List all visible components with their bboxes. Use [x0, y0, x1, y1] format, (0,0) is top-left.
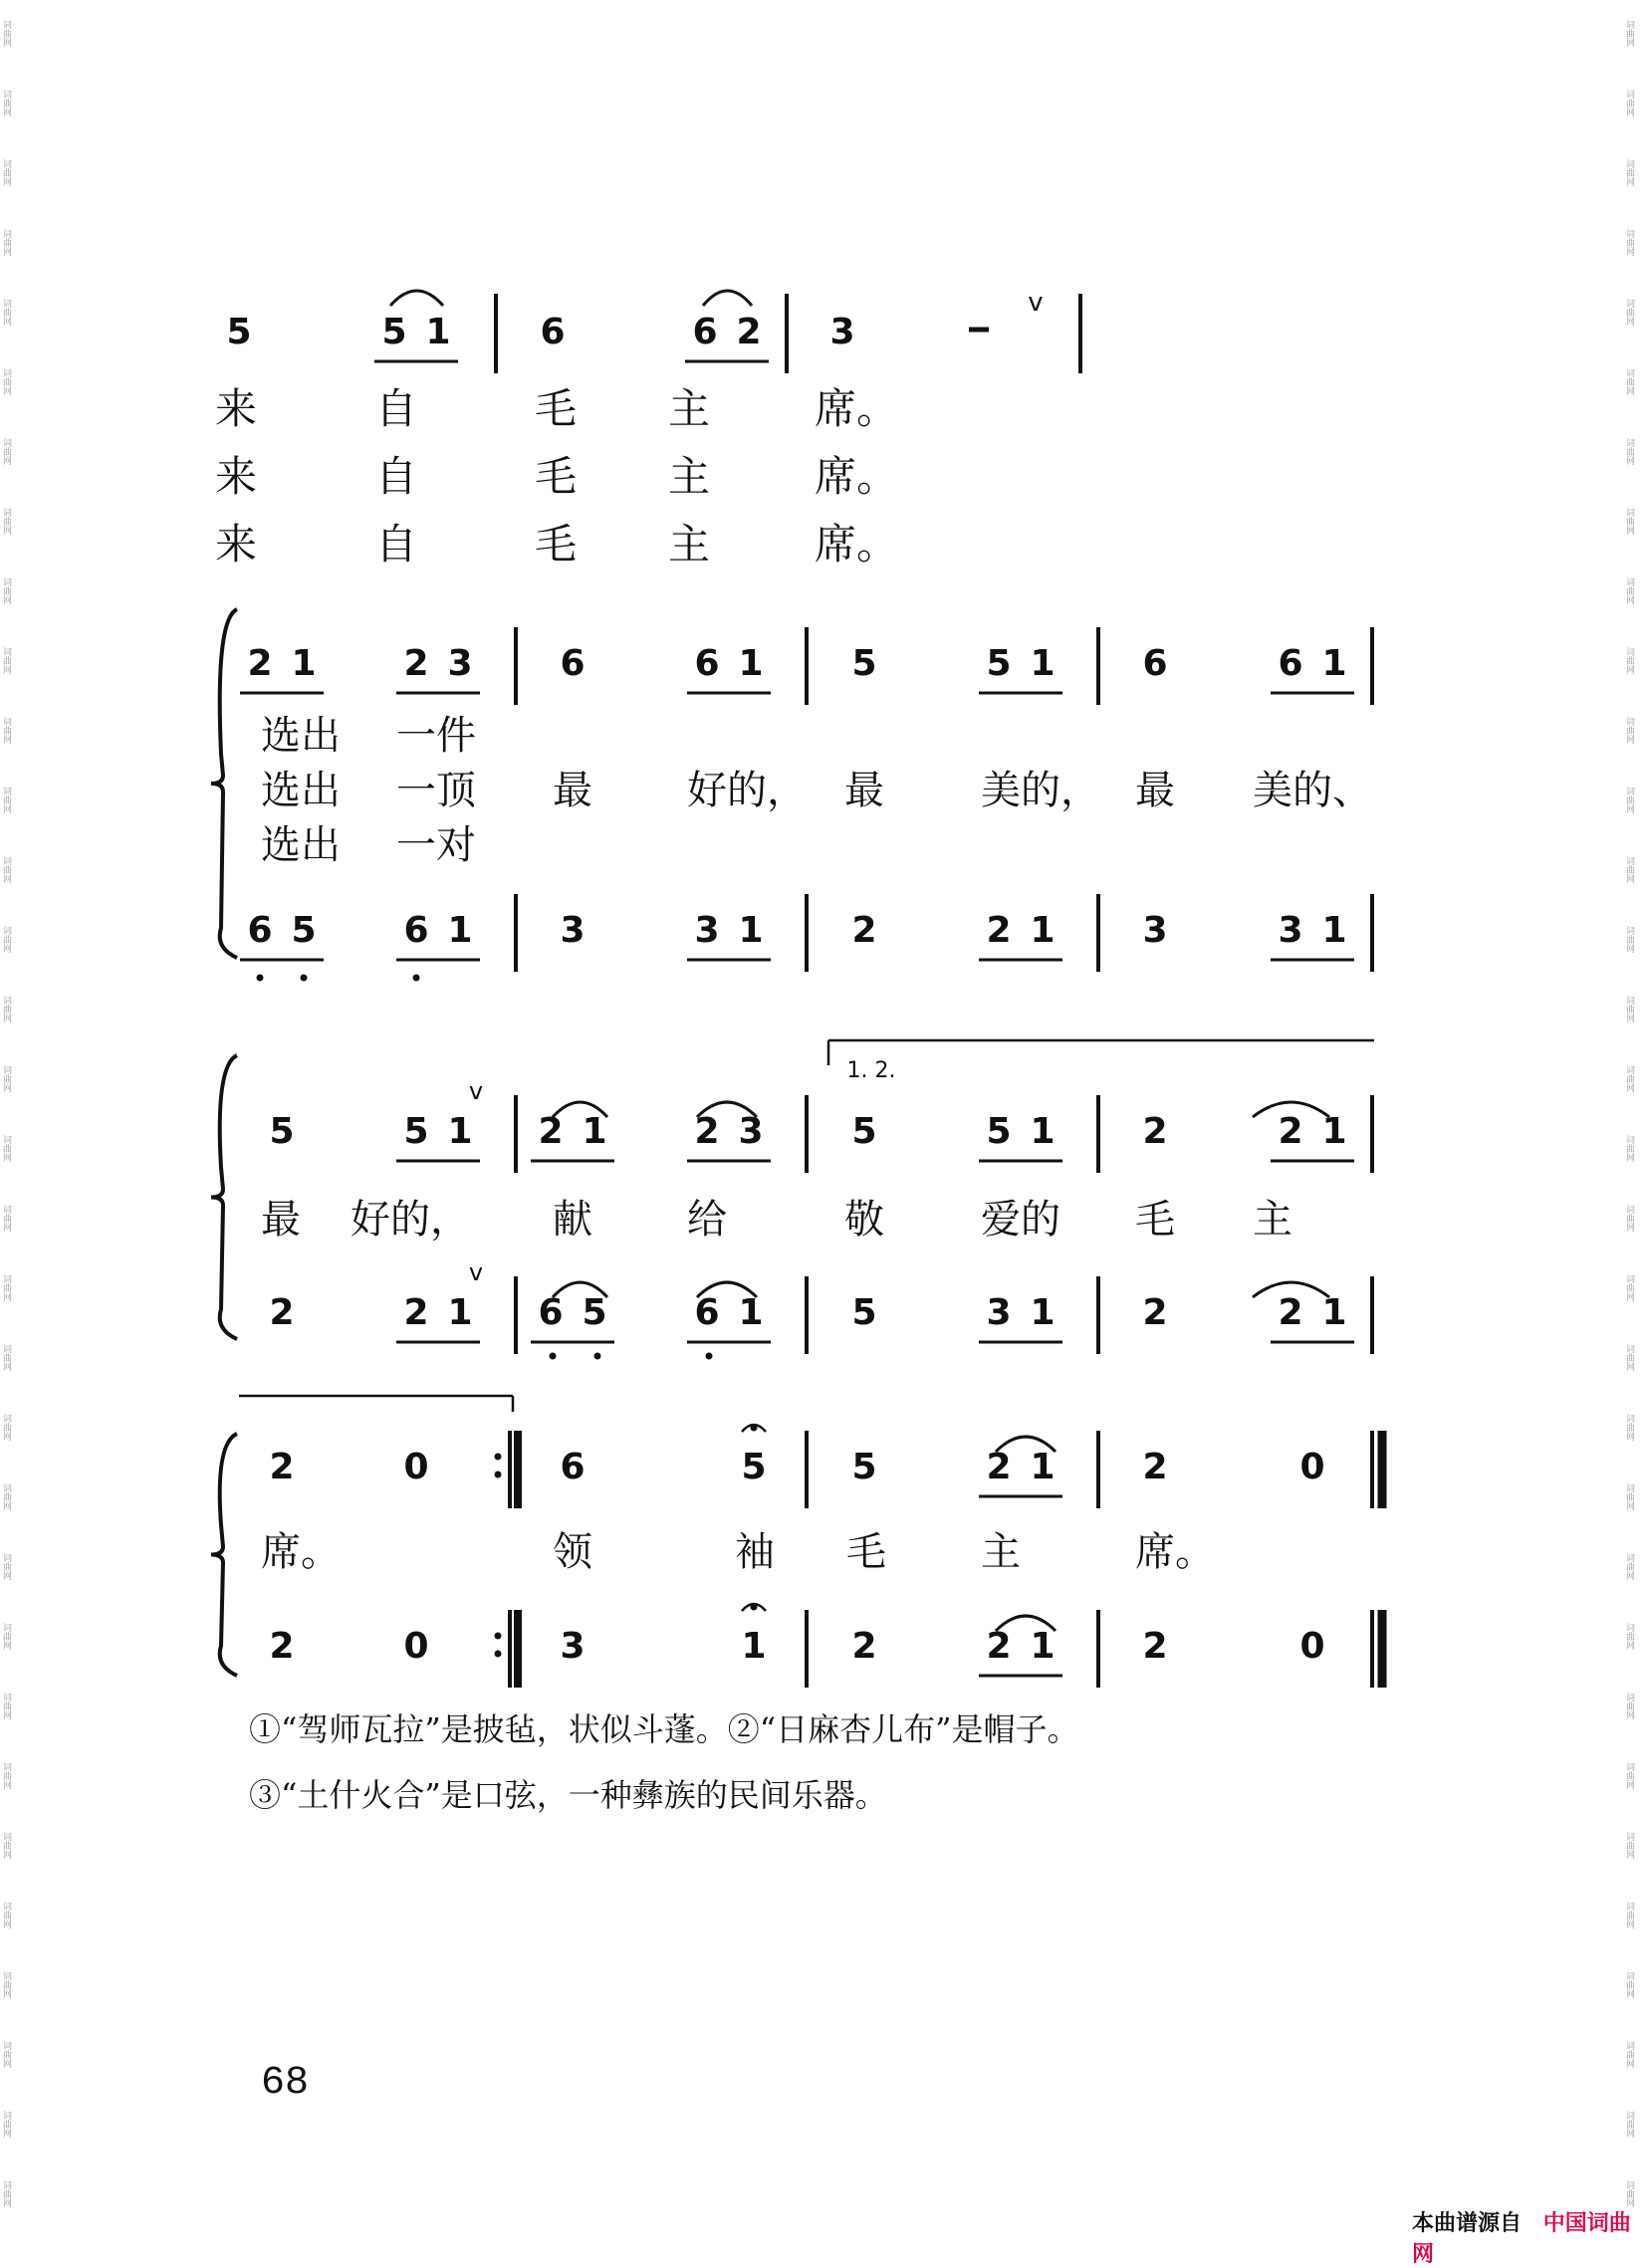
- s2-lyric-1-4: 最: [844, 768, 884, 813]
- s4-repeat-dot-b-1: [495, 1651, 502, 1658]
- s2-lo-bar3-n1-b: 1: [1321, 910, 1347, 951]
- s3-lo-bar2-n0: 5: [851, 1292, 877, 1333]
- s1-lyric-1-2: 毛: [534, 452, 578, 501]
- s1-lyric-0-4: 席。: [814, 384, 899, 433]
- s4-brace: [211, 1434, 237, 1676]
- s2-lo-dot-6b: [413, 975, 420, 982]
- side-watermark-0-28: 词曲网: [1, 1971, 11, 1998]
- side-watermark-0-15: 词曲网: [1, 1065, 11, 1092]
- side-watermark-1-20: 词曲网: [1624, 1414, 1634, 1441]
- s4-lo-bar2-n1-b: 1: [1030, 1626, 1056, 1667]
- s3-lo-bar3-n1-b: 1: [1321, 1292, 1347, 1333]
- s2-lyric-1-5: 美的，: [981, 768, 1100, 813]
- side-watermark-1-7: 词曲网: [1624, 508, 1634, 535]
- side-watermark-0-1: 词曲网: [1, 90, 11, 116]
- s2-up-bar1-n1-b: 1: [738, 643, 764, 684]
- s3-up-bar0-n1-b: 1: [447, 1111, 473, 1152]
- side-watermark-0-6: 词曲网: [1, 438, 11, 465]
- s1-lyric-2-1: 自: [374, 520, 418, 568]
- s4-up-bar2-n1-a: 2: [986, 1447, 1012, 1487]
- s2-lo-bar2-n0: 2: [851, 910, 877, 951]
- s1-lyric-0-2: 毛: [534, 384, 578, 433]
- side-watermark-0-26: 词曲网: [1, 1832, 11, 1859]
- side-watermark-1-29: 词曲网: [1624, 2041, 1634, 2068]
- s4-lo-bar2-n0: 2: [851, 1626, 877, 1667]
- side-watermark-0-20: 词曲网: [1, 1414, 11, 1441]
- side-watermark-0-18: 词曲网: [1, 1274, 11, 1301]
- s2-lo-bar1-n0: 3: [560, 910, 586, 951]
- s3-lo-bar0-n1-a: 2: [403, 1292, 429, 1333]
- s2-lo-bar0-n1-a: 6: [403, 910, 429, 951]
- side-watermark-1-30: 词曲网: [1624, 2111, 1634, 2138]
- s2-lo-bar0-n1-b: 1: [447, 910, 473, 951]
- s3-up-bar1-n0-b: 1: [582, 1111, 607, 1152]
- s2-brace: [211, 609, 237, 958]
- side-watermark-1-23: 词曲网: [1624, 1623, 1634, 1650]
- s1-bar1-n1-a: 6: [692, 312, 718, 352]
- s2-lo-bar2-n1-b: 1: [1030, 910, 1056, 951]
- side-watermark-0-24: 词曲网: [1, 1693, 11, 1719]
- s3-lo-bar1-n0-a: 6: [538, 1292, 564, 1333]
- s2-up-bar0-n1-a: 2: [403, 643, 429, 684]
- s1-bar0-n1-a: 5: [381, 312, 407, 352]
- s2-lyric-1-2: 最: [553, 768, 592, 813]
- s2-up-bar3-n1-b: 1: [1321, 643, 1347, 684]
- s3-lyric-0-4: 敬: [844, 1197, 884, 1243]
- s1-lyric-2-0: 来: [214, 520, 258, 568]
- s2-lo-dot-6: [257, 975, 264, 982]
- side-watermark-1-19: 词曲网: [1624, 1344, 1634, 1371]
- s4-up-bar3-n0: 2: [1142, 1447, 1168, 1487]
- s4-lo-bar1-n0: 3: [560, 1626, 586, 1667]
- side-watermark-1-26: 词曲网: [1624, 1832, 1634, 1859]
- s1-lyric-0-3: 主: [667, 384, 711, 433]
- s4-lo-bar1-n1: 1: [741, 1626, 767, 1667]
- side-watermark-1-3: 词曲网: [1624, 229, 1634, 256]
- s4-lyric-0-3: 毛: [846, 1529, 886, 1575]
- side-watermark-0-11: 词曲网: [1, 787, 11, 813]
- side-watermark-0-2: 词曲网: [1, 159, 11, 186]
- s3-up-bar0-n1-a: 5: [403, 1111, 429, 1152]
- s2-lyric-2-1: 一对: [396, 822, 476, 868]
- s1-lyric-1-4: 席。: [814, 452, 899, 501]
- s3-up-bar3-n1-a: 2: [1278, 1111, 1303, 1152]
- side-watermark-1-17: 词曲网: [1624, 1205, 1634, 1232]
- s2-lyric-1-0: 选出: [261, 768, 341, 813]
- side-watermark-0-22: 词曲网: [1, 1553, 11, 1580]
- s2-lyric-1-6: 最: [1135, 768, 1175, 813]
- side-watermark-0-30: 词曲网: [1, 2111, 11, 2138]
- s4-repeat-dot-b-0: [495, 1472, 502, 1478]
- side-watermark-1-1: 词曲网: [1624, 90, 1634, 116]
- side-watermark-0-25: 词曲网: [1, 1762, 11, 1789]
- s3-up-bar3-n1-b: 1: [1321, 1111, 1347, 1152]
- s3-up-bar2-n1-b: 1: [1030, 1111, 1056, 1152]
- s1-lyric-0-0: 来: [214, 384, 258, 433]
- s1-lyric-0-1: 自: [374, 384, 418, 433]
- s2-lo-bar1-n1-a: 3: [694, 910, 720, 951]
- s3-lyric-0-6: 毛: [1135, 1197, 1175, 1243]
- s1-lyric-1-0: 来: [214, 452, 258, 501]
- s2-lyric-1-7: 美的、: [1253, 768, 1372, 813]
- s2-lo-bar2-n1-a: 2: [986, 910, 1012, 951]
- side-watermark-0-21: 词曲网: [1, 1483, 11, 1510]
- s2-lo-bar3-n0: 3: [1142, 910, 1168, 951]
- watermark-site: 中国词曲网: [1412, 2211, 1631, 2267]
- s3-lo-bar2-n1-b: 1: [1030, 1292, 1056, 1333]
- s1-bar2-n0: 3: [829, 312, 855, 352]
- side-watermark-1-21: 词曲网: [1624, 1483, 1634, 1510]
- side-watermark-1-22: 词曲网: [1624, 1553, 1634, 1580]
- s4-lyric-0-2: 袖: [735, 1529, 775, 1575]
- side-watermark-1-0: 词曲网: [1624, 20, 1634, 47]
- s2-lo-dot-5: [301, 975, 308, 982]
- s4-lo-bar0-n0: 2: [269, 1626, 295, 1667]
- side-watermark-0-31: 词曲网: [1, 2180, 11, 2207]
- side-watermark-1-14: 词曲网: [1624, 996, 1634, 1022]
- s4-repeat-dot-a-1: [495, 1633, 502, 1640]
- s4-fermata-up-dot: [751, 1425, 758, 1432]
- side-watermark-0-0: 词曲网: [1, 20, 11, 47]
- s3-brace: [211, 1055, 237, 1339]
- s2-lyric-1-3: 好的，: [687, 768, 807, 813]
- side-watermark-1-16: 词曲网: [1624, 1135, 1634, 1162]
- s2-up-bar3-n1-a: 6: [1278, 643, 1303, 684]
- s4-lo-bar0-n1: 0: [403, 1626, 429, 1667]
- s4-up-bar2-n1-b: 1: [1030, 1447, 1056, 1487]
- side-watermark-1-9: 词曲网: [1624, 647, 1634, 674]
- s1-bar0-n1-b: 1: [425, 312, 451, 352]
- s4-repeat-dot-a-0: [495, 1454, 502, 1461]
- side-watermark-1-8: 词曲网: [1624, 577, 1634, 604]
- s3-up-bar3-n0: 2: [1142, 1111, 1168, 1152]
- side-watermark-1-6: 词曲网: [1624, 438, 1634, 465]
- s1-breath: v: [1028, 288, 1044, 318]
- s2-up-bar0-n1-b: 3: [447, 643, 473, 684]
- side-watermark-1-4: 词曲网: [1624, 299, 1634, 326]
- s4-up-bar1-n1: 5: [741, 1447, 767, 1487]
- s3-lo-bar0-n0: 2: [269, 1292, 295, 1333]
- s4-lo-bar2-n1-a: 2: [986, 1626, 1012, 1667]
- page-number: 68: [261, 2061, 310, 2106]
- side-watermark-0-17: 词曲网: [1, 1205, 11, 1232]
- side-watermark-0-16: 词曲网: [1, 1135, 11, 1162]
- s3-lo-bar1-n1-a: 6: [694, 1292, 720, 1333]
- side-watermark-0-9: 词曲网: [1, 647, 11, 674]
- s1-slur-1: [703, 291, 752, 306]
- s2-up-bar0-n0-b: 1: [291, 643, 317, 684]
- s1-bar0-n0: 5: [226, 312, 252, 352]
- s3-lo-bar2-n1-a: 3: [986, 1292, 1012, 1333]
- s2-lyric-1-1: 一顶: [396, 768, 476, 813]
- side-watermark-1-11: 词曲网: [1624, 787, 1634, 813]
- s3-up-bar1-n1-b: 3: [738, 1111, 764, 1152]
- s3-breath-lo: v: [468, 1258, 484, 1286]
- s4-lyric-0-4: 主: [981, 1529, 1021, 1575]
- s4-lo-bar3-n1: 0: [1299, 1626, 1325, 1667]
- s2-up-bar1-n0: 6: [560, 643, 586, 684]
- side-watermark-0-12: 词曲网: [1, 856, 11, 883]
- side-watermark-0-4: 词曲网: [1, 299, 11, 326]
- side-watermark-0-8: 词曲网: [1, 577, 11, 604]
- s3-volta-label: 1. 2.: [846, 1058, 896, 1083]
- side-watermark-1-15: 词曲网: [1624, 1065, 1634, 1092]
- watermark: [1412, 2206, 1645, 2268]
- side-watermark-0-10: 词曲网: [1, 717, 11, 744]
- side-watermark-0-27: 词曲网: [1, 1902, 11, 1928]
- s3-lo-bar3-n1-a: 2: [1278, 1292, 1303, 1333]
- s3-up-bar2-n0: 5: [851, 1111, 877, 1152]
- s1-bar1-n1-b: 2: [736, 312, 762, 352]
- footnote-2: ③“土什火合”是口弦，一种彝族的民间乐器。: [249, 1776, 887, 1814]
- s3-lo-bar1-n0-b: 5: [582, 1292, 607, 1333]
- side-watermark-0-19: 词曲网: [1, 1344, 11, 1371]
- s2-lyric-0-0: 选出: [261, 713, 341, 759]
- footnote-1: ①“驾师瓦拉”是披毡，状似斗蓬。②“日麻杏儿布”是帽子。: [249, 1710, 1079, 1748]
- s4-up-bar0-n0: 2: [269, 1447, 295, 1487]
- s1-lyric-2-3: 主: [667, 520, 711, 568]
- watermark-prefix: 本曲谱源自: [1412, 2211, 1523, 2236]
- s3-up-bar2-n1-a: 5: [986, 1111, 1012, 1152]
- s4-up-bar3-n1: 0: [1299, 1447, 1325, 1487]
- s3-lyric-0-7: 主: [1253, 1197, 1292, 1243]
- side-watermark-1-2: 词曲网: [1624, 159, 1634, 186]
- s2-up-bar1-n1-a: 6: [694, 643, 720, 684]
- s3-lo-bar3-n0: 2: [1142, 1292, 1168, 1333]
- s2-lyric-0-1: 一件: [396, 713, 476, 759]
- s4-up-bar2-n0: 5: [851, 1447, 877, 1487]
- s1-slur-0: [390, 291, 443, 306]
- s4-lo-bar3-n0: 2: [1142, 1626, 1168, 1667]
- s2-up-bar2-n1-a: 5: [986, 643, 1012, 684]
- side-watermark-1-24: 词曲网: [1624, 1693, 1634, 1719]
- side-watermark-1-10: 词曲网: [1624, 717, 1634, 744]
- s3-lyric-0-3: 给: [687, 1197, 727, 1243]
- s3-lo-dot-0: [550, 1353, 557, 1360]
- s3-lyric-0-5: 爱的: [981, 1197, 1060, 1243]
- s1-lyric-2-4: 席。: [814, 520, 899, 568]
- s3-breath-up: v: [468, 1077, 484, 1105]
- s2-lo-bar0-n0-a: 6: [247, 910, 273, 951]
- s3-lo-dot-1: [594, 1353, 601, 1360]
- side-watermark-1-28: 词曲网: [1624, 1971, 1634, 1998]
- s2-up-bar0-n0-a: 2: [247, 643, 273, 684]
- side-watermark-0-7: 词曲网: [1, 508, 11, 535]
- s3-up-bar1-n0-a: 2: [538, 1111, 564, 1152]
- side-watermark-0-14: 词曲网: [1, 996, 11, 1022]
- s3-lo-bar1-n1-b: 1: [738, 1292, 764, 1333]
- s3-lyric-0-1: 好的，: [351, 1197, 470, 1243]
- s4-fermata-lo-dot: [751, 1604, 758, 1611]
- s3-lyric-0-2: 献: [553, 1197, 592, 1243]
- s3-up-bar1-n1-a: 2: [694, 1111, 720, 1152]
- s4-lyric-0-1: 领: [553, 1529, 592, 1575]
- side-watermark-0-23: 词曲网: [1, 1623, 11, 1650]
- side-watermark-0-5: 词曲网: [1, 368, 11, 395]
- s2-up-bar3-n0: 6: [1142, 643, 1168, 684]
- side-watermark-0-13: 词曲网: [1, 926, 11, 953]
- side-watermark-1-25: 词曲网: [1624, 1762, 1634, 1789]
- s1-bar1-n0: 6: [540, 312, 566, 352]
- s2-lo-bar0-n0-b: 5: [291, 910, 317, 951]
- s4-lyric-0-0: 席。: [261, 1529, 341, 1575]
- side-watermark-0-3: 词曲网: [1, 229, 11, 256]
- side-watermark-1-18: 词曲网: [1624, 1274, 1634, 1301]
- side-watermark-1-13: 词曲网: [1624, 926, 1634, 953]
- s2-lo-bar1-n1-b: 1: [738, 910, 764, 951]
- s1-lyric-2-2: 毛: [534, 520, 578, 568]
- s2-lyric-2-0: 选出: [261, 822, 341, 868]
- s3-up-bar0-n0: 5: [269, 1111, 295, 1152]
- side-watermark-1-5: 词曲网: [1624, 368, 1634, 395]
- s1-lyric-1-1: 自: [374, 452, 418, 501]
- side-watermark-1-31: 词曲网: [1624, 2180, 1634, 2207]
- side-watermark-1-27: 词曲网: [1624, 1902, 1634, 1928]
- s2-lo-bar3-n1-a: 3: [1278, 910, 1303, 951]
- s3-lo-dot-2: [706, 1353, 713, 1360]
- s3-lyric-0-0: 最: [261, 1197, 301, 1243]
- side-watermark-0-29: 词曲网: [1, 2041, 11, 2068]
- side-watermark-1-12: 词曲网: [1624, 856, 1634, 883]
- s1-lyric-1-3: 主: [667, 452, 711, 501]
- s4-up-bar1-n0: 6: [560, 1447, 586, 1487]
- s4-lyric-0-5: 席。: [1135, 1529, 1215, 1575]
- s2-up-bar2-n0: 5: [851, 643, 877, 684]
- s2-up-bar2-n1-b: 1: [1030, 643, 1056, 684]
- s4-up-bar0-n1: 0: [403, 1447, 429, 1487]
- s3-lo-bar0-n1-b: 1: [447, 1292, 473, 1333]
